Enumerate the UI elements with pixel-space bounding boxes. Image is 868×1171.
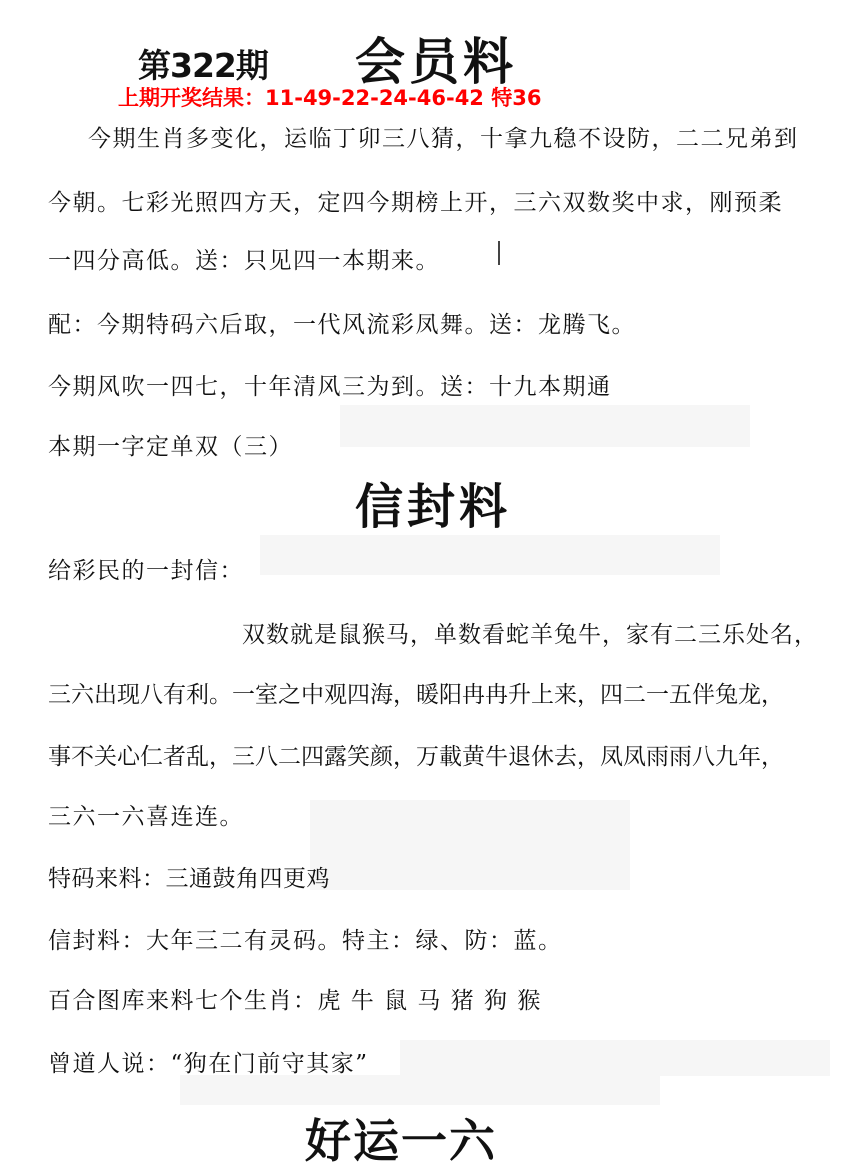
- last-draw-result: 上期开奖结果：11-49-22-24-46-42 特36: [118, 86, 542, 110]
- envelope-line: 信封料：大年三二有灵码。特主：绿、防：蓝。: [48, 928, 563, 954]
- saying-line: 曾道人说：“狗在门前守其家”: [48, 1051, 369, 1077]
- issue-number: 第322期: [138, 46, 268, 85]
- letter-line: 三六一六喜连连。: [48, 804, 244, 830]
- poem-line: 今朝。七彩光照四方天，定四今期榜上开，三六双数奖中求，刚预柔: [48, 190, 783, 216]
- background-smudge: [400, 1040, 830, 1076]
- poem-line: 今期风吹一四七，十年清风三为到。送：十九本期通: [48, 374, 612, 400]
- poem-line: 本期一字定单双（三）: [48, 434, 293, 460]
- poem-line: 配：今期特码六后取，一代风流彩凤舞。送：龙腾飞。: [48, 312, 636, 338]
- zodiac-line: 百合图库来料七个生肖：虎 牛 鼠 马 猪 狗 猴: [48, 988, 542, 1014]
- letter-greeting: 给彩民的一封信：: [48, 558, 244, 584]
- poem-line: 今期生肖多变化，运临丁卯三八猜，十拿九稳不设防，二二兄弟到: [88, 126, 799, 152]
- poem-line: 一四分高低。送：只见四一本期来。: [48, 248, 440, 274]
- cursor-mark: [498, 241, 500, 265]
- letter-line: 事不关心仁者乱，三八二四露笑颜，万載黄牛退休去，凤凤雨雨八九年，: [48, 744, 784, 770]
- section-title: 信封料: [355, 479, 512, 535]
- letter-line: 三六出现八有利。一室之中观四海，暖阳冉冉升上来，四二一五伴兔龙，: [48, 682, 784, 708]
- letter-line: 双数就是鼠猴马，单数看蛇羊兔牛，家有二三乐处名，: [242, 622, 818, 648]
- background-smudge: [340, 405, 750, 447]
- page-title: 会员料: [355, 32, 517, 91]
- special-code-line: 特码来料：三通鼓角四更鸡: [48, 866, 330, 892]
- background-smudge: [310, 800, 630, 890]
- background-smudge: [180, 1075, 660, 1105]
- background-smudge: [260, 535, 720, 575]
- footer-title: 好运一六: [305, 1114, 497, 1168]
